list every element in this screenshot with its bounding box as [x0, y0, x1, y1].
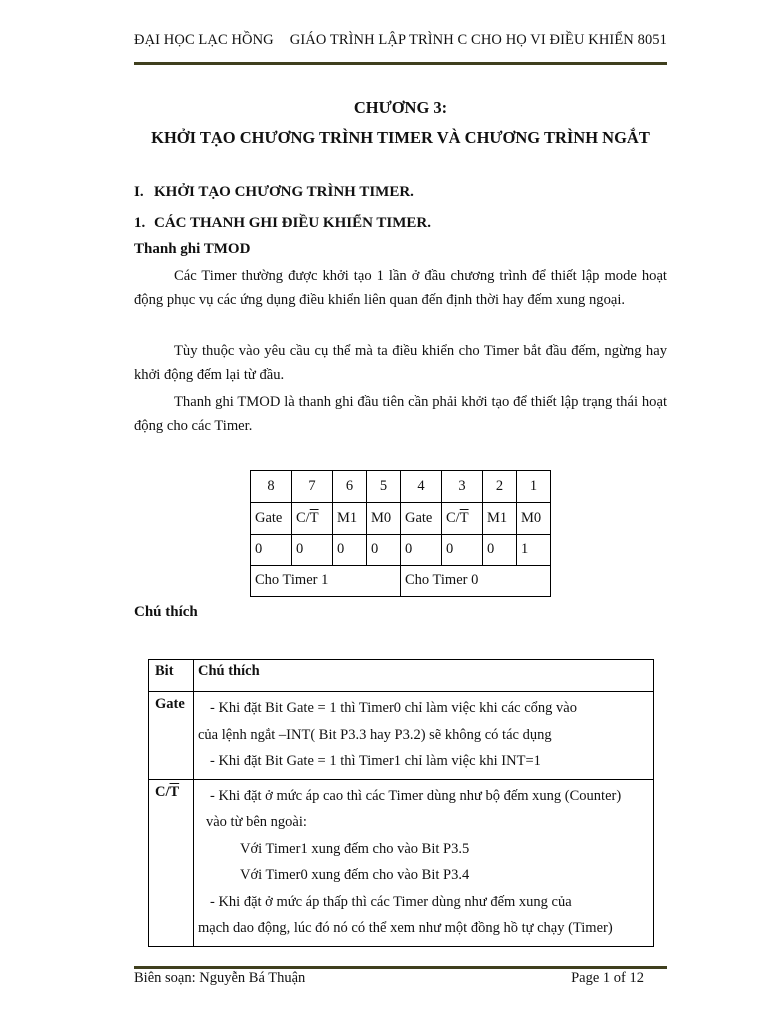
ct-prefix: C/: [446, 509, 460, 526]
footer-rule: [134, 966, 667, 969]
note-line: - Khi đặt ở mức áp cao thì các Timer dùng như bộ đếm xung (Counter): [210, 787, 622, 804]
ct-prefix: C/: [296, 509, 310, 526]
bit-value-cell: 0: [292, 534, 333, 565]
notes-desc-gate: [194, 692, 654, 780]
tmod-register-table: [250, 470, 551, 597]
ct-overline-t: $\overline{T}$: [309, 509, 319, 526]
bit-label-cell: M0: [367, 502, 401, 534]
bit-number-cell: 3: [442, 471, 483, 503]
notes-bit-gate: Gate: [149, 692, 194, 780]
section-heading-1: [134, 184, 414, 201]
bit-value-cell: 0: [367, 534, 401, 565]
bit-label-row: [251, 502, 551, 534]
section-number: I.: [134, 184, 144, 200]
page-header: [134, 32, 667, 49]
page-number: Page 1 of 12: [571, 970, 644, 986]
paragraph: Các Timer thường được khởi tạo 1 lần ở đầu chương trình để thiết lập mode hoạt động phục vụ các ứng dụng điều khiển liên quan đến định thời hay đếm xung ngoại.: [134, 268, 667, 308]
ct-prefix: C/: [155, 783, 170, 800]
timer0-group-cell: Cho Timer 0: [401, 565, 551, 596]
ct-overline-t: $\overline{T}$: [169, 783, 180, 800]
notes-header-row: [149, 660, 654, 692]
section-heading-2: [134, 215, 431, 232]
bit-label-cell: M0: [517, 502, 551, 534]
bit-label-cell: M1: [333, 502, 367, 534]
notes-header-desc: Chú thích: [194, 660, 654, 692]
subheading-tmod: Thanh ghi TMOD: [134, 241, 251, 257]
bit-number-cell: 5: [367, 471, 401, 503]
bit-number-cell: 6: [333, 471, 367, 503]
note-line: của lệnh ngắt –INT( Bit P3.3 hay P3.2) sẽ không có tác dụng: [198, 726, 552, 743]
bit-number-cell: 8: [251, 471, 292, 503]
ct-overline-t: $\overline{T}$: [459, 509, 469, 526]
bit-label-cell: [292, 502, 333, 534]
note-line: Với Timer1 xung đếm cho vào Bit P3.5: [240, 840, 470, 857]
header-course-title: GIÁO TRÌNH LẬP TRÌNH C CHO HỌ VI ĐIỀU KHIỂN 8051: [289, 32, 667, 48]
bit-number-cell: 4: [401, 471, 442, 503]
page-footer: [134, 970, 644, 987]
bit-value-cell: 0: [483, 534, 517, 565]
bit-label-cell: Gate: [251, 502, 292, 534]
notes-bit-ct: [149, 779, 194, 946]
bit-number-cell: 7: [292, 471, 333, 503]
bit-value-cell: 0: [251, 534, 292, 565]
paragraph: Thanh ghi TMOD là thanh ghi đầu tiên cần phải khởi tạo để thiết lập trạng thái hoạt động cho các Timer.: [134, 394, 667, 434]
notes-row-gate: [149, 692, 654, 780]
timer1-group-cell: Cho Timer 1: [251, 565, 401, 596]
notes-header-bit: Bit: [149, 660, 194, 692]
chapter-number: CHƯƠNG 3:: [353, 98, 448, 117]
bit-value-cell: 0: [442, 534, 483, 565]
bit-label-cell: [442, 502, 483, 534]
timer-group-row: [251, 565, 551, 596]
section-number: 1.: [134, 215, 146, 231]
bit-number-cell: 1: [517, 471, 551, 503]
paragraph: Tùy thuộc vào yêu cầu cụ thể mà ta điều khiển cho Timer bắt đầu đếm, ngừng hay khởi động đếm lại từ đầu.: [134, 343, 667, 383]
note-line: vào từ bên ngoài:: [206, 814, 307, 830]
note-line: mạch dao động, lúc đó nó có thể xem như một đồng hồ tự chạy (Timer): [198, 920, 613, 936]
footer-author: Biên soạn: Nguyễn Bá Thuận: [134, 970, 306, 986]
bit-label-cell: Gate: [401, 502, 442, 534]
section-title: CÁC THANH GHI ĐIỀU KHIỂN TIMER.: [154, 215, 431, 231]
bit-number-row: [251, 471, 551, 503]
note-line: - Khi đặt ở mức áp thấp thì các Timer dùng như đếm xung của: [210, 893, 572, 910]
note-line: - Khi đặt Bit Gate = 1 thì Timer1 chỉ làm việc khi INT=1: [210, 753, 541, 769]
bit-number-cell: 2: [483, 471, 517, 503]
note-line: - Khi đặt Bit Gate = 1 thì Timer0 chỉ làm việc khi các cổng vào: [210, 700, 577, 716]
header-university: ĐẠI HỌC LẠC HỒNG: [134, 32, 274, 48]
chapter-title: KHỞI TẠO CHƯƠNG TRÌNH TIMER VÀ CHƯƠNG TRÌNH NGẮT: [151, 128, 650, 147]
bit-label-cell: M1: [483, 502, 517, 534]
note-line: Với Timer0 xung đếm cho vào Bit P3.4: [240, 867, 470, 883]
header-rule: [134, 62, 667, 65]
bit-value-cell: 0: [333, 534, 367, 565]
notes-heading: Chú thích: [134, 604, 198, 620]
notes-row-ct: [149, 779, 654, 946]
notes-desc-ct: [194, 779, 654, 946]
notes-table: [148, 659, 654, 947]
bit-value-cell: 0: [401, 534, 442, 565]
bit-value-row: [251, 534, 551, 565]
bit-value-cell: 1: [517, 534, 551, 565]
section-title: KHỞI TẠO CHƯƠNG TRÌNH TIMER.: [154, 184, 414, 200]
